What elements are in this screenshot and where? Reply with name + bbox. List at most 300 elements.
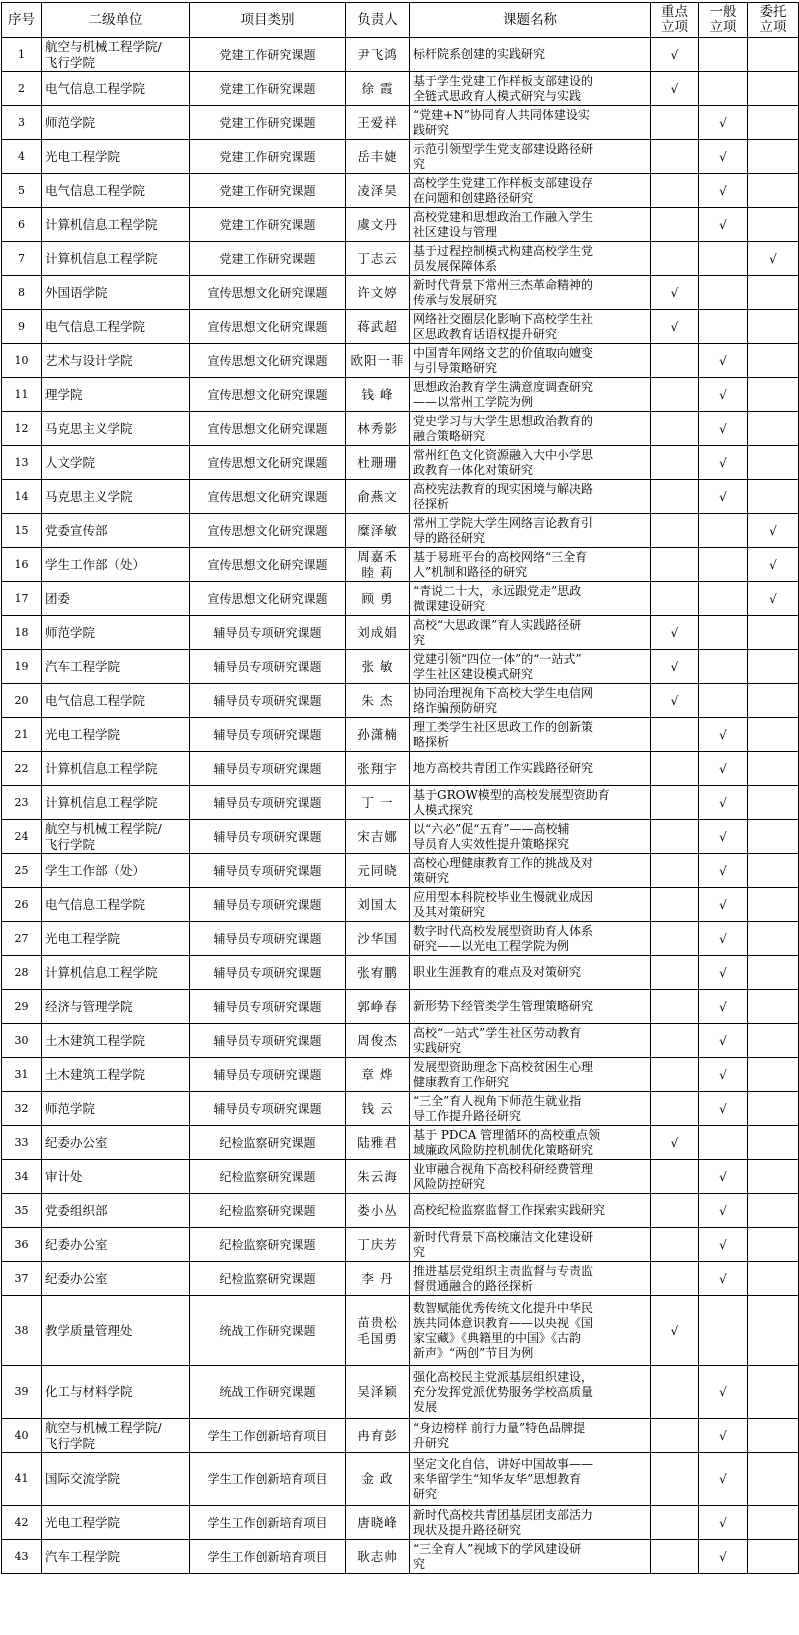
key-cell xyxy=(651,1228,699,1262)
title-cell: 示范引领型学生党支部建设路径研 究 xyxy=(410,140,651,174)
type-cell: 纪检监察研究课题 xyxy=(190,1262,346,1296)
entrusted-cell xyxy=(748,820,799,854)
type-cell: 党建工作研究课题 xyxy=(190,72,346,106)
key-cell xyxy=(651,1540,699,1574)
entrusted-cell xyxy=(748,1228,799,1262)
unit-cell: 党委组织部 xyxy=(42,1194,190,1228)
table-row xyxy=(2,1366,799,1419)
general-cell xyxy=(699,1058,748,1092)
row-number: 29 xyxy=(2,990,42,1024)
person-cell: 苗贵松 毛国勇 xyxy=(346,1296,410,1366)
person-cell: 钱 云 xyxy=(346,1092,410,1126)
entrusted-cell xyxy=(748,956,799,990)
row-number: 3 xyxy=(2,106,42,140)
general-cell xyxy=(699,650,748,684)
row-number: 13 xyxy=(2,446,42,480)
general-cell xyxy=(699,1126,748,1160)
key-cell xyxy=(651,1058,699,1092)
unit-cell: 汽车工程学院 xyxy=(42,1540,190,1574)
person-cell: 丁 一 xyxy=(346,786,410,820)
entrusted-cell xyxy=(748,1296,799,1366)
person-cell: 糜泽敏 xyxy=(346,514,410,548)
check-mark-icon: √ xyxy=(719,863,727,878)
table-container xyxy=(1,2,798,1574)
entrusted-cell xyxy=(748,888,799,922)
entrusted-cell xyxy=(748,786,799,820)
key-cell xyxy=(651,344,699,378)
entrusted-cell xyxy=(748,1366,799,1419)
entrusted-cell xyxy=(748,922,799,956)
entrusted-cell xyxy=(748,1160,799,1194)
unit-cell: 电气信息工程学院 xyxy=(42,310,190,344)
entrusted-cell xyxy=(748,1262,799,1296)
key-cell xyxy=(651,718,699,752)
row-number: 43 xyxy=(2,1540,42,1574)
unit-cell: 马克思主义学院 xyxy=(42,480,190,514)
title-cell: 高校党建和思想政治工作融入学生 社区建设与管理 xyxy=(410,208,651,242)
general-cell xyxy=(699,956,748,990)
type-cell: 辅导员专项研究课题 xyxy=(190,854,346,888)
row-number: 30 xyxy=(2,1024,42,1058)
unit-cell: 电气信息工程学院 xyxy=(42,888,190,922)
unit-cell: 计算机信息工程学院 xyxy=(42,242,190,276)
table-row xyxy=(2,344,799,378)
key-cell xyxy=(651,174,699,208)
title-cell: 高校宪法教育的现实困境与解决路 径探析 xyxy=(410,480,651,514)
person-cell: 陆雅君 xyxy=(346,1126,410,1160)
general-cell xyxy=(699,514,748,548)
entrusted-cell xyxy=(748,752,799,786)
row-number: 7 xyxy=(2,242,42,276)
unit-cell: 计算机信息工程学院 xyxy=(42,956,190,990)
table-row xyxy=(2,582,799,616)
title-cell: 数字时代高校发展型资助育人体系 研究——以光电工程学院为例 xyxy=(410,922,651,956)
unit-cell: 航空与机械工程学院/ 飞行学院 xyxy=(42,38,190,72)
person-cell: 张 敏 xyxy=(346,650,410,684)
type-cell: 纪检监察研究课题 xyxy=(190,1126,346,1160)
title-cell: 应用型本科院校毕业生慢就业成因 及其对策研究 xyxy=(410,888,651,922)
project-table xyxy=(1,2,799,1574)
check-mark-icon: √ xyxy=(719,1549,727,1564)
type-cell: 统战工作研究课题 xyxy=(190,1366,346,1419)
type-cell: 纪检监察研究课题 xyxy=(190,1228,346,1262)
row-number: 23 xyxy=(2,786,42,820)
type-cell: 宣传思想文化研究课题 xyxy=(190,344,346,378)
title-cell: 高校“大思政课”育人实践路径研 究 xyxy=(410,616,651,650)
title-cell: 基于过程控制模式构建高校学生党 员发展保障体系 xyxy=(410,242,651,276)
table-row xyxy=(2,378,799,412)
general-cell xyxy=(699,480,748,514)
key-cell xyxy=(651,1506,699,1540)
unit-cell: 经济与管理学院 xyxy=(42,990,190,1024)
key-cell xyxy=(651,38,699,72)
type-cell: 学生工作创新培育项目 xyxy=(190,1419,346,1453)
entrusted-cell xyxy=(748,1506,799,1540)
table-row xyxy=(2,1419,799,1453)
unit-cell: 艺术与设计学院 xyxy=(42,344,190,378)
row-number: 26 xyxy=(2,888,42,922)
check-mark-icon: √ xyxy=(719,897,727,912)
general-cell xyxy=(699,1092,748,1126)
check-mark-icon: √ xyxy=(719,1428,727,1443)
check-mark-icon: √ xyxy=(670,319,679,334)
type-cell: 宣传思想文化研究课题 xyxy=(190,310,346,344)
general-cell xyxy=(699,412,748,446)
general-cell xyxy=(699,888,748,922)
table-row xyxy=(2,72,799,106)
key-cell xyxy=(651,1160,699,1194)
title-cell: “党建+N”协同育人共同体建设实 践研究 xyxy=(410,106,651,140)
person-cell: 耿志帅 xyxy=(346,1540,410,1574)
row-number: 2 xyxy=(2,72,42,106)
row-number: 8 xyxy=(2,276,42,310)
key-cell xyxy=(651,684,699,718)
person-cell: 俞燕文 xyxy=(346,480,410,514)
key-cell xyxy=(651,650,699,684)
key-cell xyxy=(651,752,699,786)
type-cell: 宣传思想文化研究课题 xyxy=(190,548,346,582)
check-mark-icon: √ xyxy=(670,47,679,62)
header-entrusted: 委托 立项 xyxy=(748,3,799,38)
entrusted-cell xyxy=(748,718,799,752)
table-row xyxy=(2,888,799,922)
person-cell: 刘成娟 xyxy=(346,616,410,650)
table-row xyxy=(2,514,799,548)
entrusted-cell xyxy=(748,990,799,1024)
check-mark-icon: √ xyxy=(719,1472,727,1486)
unit-cell: 光电工程学院 xyxy=(42,140,190,174)
entrusted-cell xyxy=(748,140,799,174)
person-cell: 朱云海 xyxy=(346,1160,410,1194)
entrusted-cell xyxy=(748,310,799,344)
general-cell xyxy=(699,990,748,1024)
unit-cell: 汽车工程学院 xyxy=(42,650,190,684)
row-number: 17 xyxy=(2,582,42,616)
person-cell: 张宥鹏 xyxy=(346,956,410,990)
type-cell: 辅导员专项研究课题 xyxy=(190,1058,346,1092)
key-cell xyxy=(651,616,699,650)
check-mark-icon: √ xyxy=(719,761,727,776)
row-number: 35 xyxy=(2,1194,42,1228)
table-row xyxy=(2,548,799,582)
person-cell: 孙潇楠 xyxy=(346,718,410,752)
header-title: 课题名称 xyxy=(410,3,651,38)
check-mark-icon: √ xyxy=(719,1515,727,1530)
unit-cell: 师范学院 xyxy=(42,616,190,650)
title-cell: “身边榜样 前行力量”特色品牌提 升研究 xyxy=(410,1419,651,1453)
row-number: 34 xyxy=(2,1160,42,1194)
type-cell: 辅导员专项研究课题 xyxy=(190,786,346,820)
header-row xyxy=(2,3,799,38)
table-row xyxy=(2,106,799,140)
type-cell: 学生工作创新培育项目 xyxy=(190,1453,346,1506)
title-cell: 高校心理健康教育工作的挑战及对 策研究 xyxy=(410,854,651,888)
key-cell xyxy=(651,446,699,480)
check-mark-icon: √ xyxy=(769,523,777,538)
check-mark-icon: √ xyxy=(670,1323,679,1338)
general-cell xyxy=(699,1262,748,1296)
row-number: 39 xyxy=(2,1366,42,1419)
person-cell: 章 烨 xyxy=(346,1058,410,1092)
person-cell: 林秀影 xyxy=(346,412,410,446)
unit-cell: 计算机信息工程学院 xyxy=(42,752,190,786)
check-mark-icon: √ xyxy=(719,1169,727,1184)
general-cell xyxy=(699,446,748,480)
key-cell xyxy=(651,582,699,616)
general-cell xyxy=(699,344,748,378)
entrusted-cell xyxy=(748,1453,799,1506)
entrusted-cell xyxy=(748,38,799,72)
title-cell: 以“六必”促“五育”——高校辅 导员育人实效性提升策略探究 xyxy=(410,820,651,854)
row-number: 27 xyxy=(2,922,42,956)
check-mark-icon: √ xyxy=(719,217,727,232)
general-cell xyxy=(699,378,748,412)
person-cell: 蒋武超 xyxy=(346,310,410,344)
general-cell xyxy=(699,1024,748,1058)
table-row xyxy=(2,1228,799,1262)
entrusted-cell xyxy=(748,106,799,140)
unit-cell: 航空与机械工程学院/ 飞行学院 xyxy=(42,820,190,854)
entrusted-cell xyxy=(748,514,799,548)
key-cell xyxy=(651,242,699,276)
key-cell xyxy=(651,1092,699,1126)
unit-cell: 化工与材料学院 xyxy=(42,1366,190,1419)
row-number: 9 xyxy=(2,310,42,344)
entrusted-cell xyxy=(748,378,799,412)
title-cell: 坚定文化自信，讲好中国故事—— 来华留学生“知华友华”思想教育 研究 xyxy=(410,1453,651,1506)
row-number: 18 xyxy=(2,616,42,650)
general-cell xyxy=(699,582,748,616)
table-row xyxy=(2,446,799,480)
key-cell xyxy=(651,378,699,412)
row-number: 38 xyxy=(2,1296,42,1366)
entrusted-cell xyxy=(748,1092,799,1126)
check-mark-icon: √ xyxy=(719,489,727,504)
entrusted-cell xyxy=(748,1058,799,1092)
person-cell: 丁庆芳 xyxy=(346,1228,410,1262)
person-cell: 唐晓峰 xyxy=(346,1506,410,1540)
entrusted-cell xyxy=(748,1540,799,1574)
table-row xyxy=(2,242,799,276)
table-row xyxy=(2,1194,799,1228)
check-mark-icon: √ xyxy=(719,829,727,844)
key-cell xyxy=(651,820,699,854)
type-cell: 宣传思想文化研究课题 xyxy=(190,378,346,412)
check-mark-icon: √ xyxy=(719,795,727,810)
general-cell xyxy=(699,1228,748,1262)
table-row xyxy=(2,956,799,990)
table-row xyxy=(2,1058,799,1092)
title-cell: 发展型资助理念下高校贫困生心理 健康教育工作研究 xyxy=(410,1058,651,1092)
row-number: 14 xyxy=(2,480,42,514)
table-row xyxy=(2,854,799,888)
title-cell: 基于 PDCA 管理循环的高校重点领 域廉政风险防控机制优化策略研究 xyxy=(410,1126,651,1160)
title-cell: 新时代背景下常州三杰革命精神的 传承与发展研究 xyxy=(410,276,651,310)
person-cell: 周嘉禾 睦 莉 xyxy=(346,548,410,582)
title-cell: 常州工学院大学生网络言论教育引 导的路径研究 xyxy=(410,514,651,548)
person-cell: 凌泽昊 xyxy=(346,174,410,208)
check-mark-icon: √ xyxy=(670,625,679,640)
key-cell xyxy=(651,1296,699,1366)
table-row xyxy=(2,718,799,752)
row-number: 42 xyxy=(2,1506,42,1540)
type-cell: 辅导员专项研究课题 xyxy=(190,616,346,650)
header-unit: 二级单位 xyxy=(42,3,190,38)
person-cell: 郭峥春 xyxy=(346,990,410,1024)
unit-cell: 团委 xyxy=(42,582,190,616)
unit-cell: 审计处 xyxy=(42,1160,190,1194)
type-cell: 宣传思想文化研究课题 xyxy=(190,446,346,480)
check-mark-icon: √ xyxy=(719,1385,727,1399)
person-cell: 杜珊珊 xyxy=(346,446,410,480)
title-cell: 理工类学生社区思政工作的创新策 略探析 xyxy=(410,718,651,752)
type-cell: 宣传思想文化研究课题 xyxy=(190,582,346,616)
unit-cell: 电气信息工程学院 xyxy=(42,684,190,718)
title-cell: 基于易班平台的高校网络“三全育 人”机制和路径的研究 xyxy=(410,548,651,582)
unit-cell: 人文学院 xyxy=(42,446,190,480)
general-cell xyxy=(699,1296,748,1366)
key-cell xyxy=(651,106,699,140)
row-number: 15 xyxy=(2,514,42,548)
key-cell xyxy=(651,276,699,310)
table-row xyxy=(2,1506,799,1540)
entrusted-cell xyxy=(748,1024,799,1058)
entrusted-cell xyxy=(748,208,799,242)
row-number: 28 xyxy=(2,956,42,990)
table-row xyxy=(2,922,799,956)
check-mark-icon: √ xyxy=(670,285,679,300)
title-cell: 职业生涯教育的难点及对策研究 xyxy=(410,956,651,990)
type-cell: 统战工作研究课题 xyxy=(190,1296,346,1366)
row-number: 33 xyxy=(2,1126,42,1160)
table-row xyxy=(2,480,799,514)
table-row xyxy=(2,820,799,854)
unit-cell: 纪委办公室 xyxy=(42,1262,190,1296)
table-row xyxy=(2,1296,799,1366)
entrusted-cell xyxy=(748,548,799,582)
title-cell: 网络社交圈层化影响下高校学生社 区思政教育话语权提升研究 xyxy=(410,310,651,344)
person-cell: 丁志云 xyxy=(346,242,410,276)
table-row xyxy=(2,140,799,174)
row-number: 21 xyxy=(2,718,42,752)
general-cell xyxy=(699,140,748,174)
key-cell xyxy=(651,786,699,820)
unit-cell: 计算机信息工程学院 xyxy=(42,208,190,242)
table-row xyxy=(2,1453,799,1506)
unit-cell: 电气信息工程学院 xyxy=(42,174,190,208)
table-row xyxy=(2,174,799,208)
key-cell xyxy=(651,480,699,514)
table-row xyxy=(2,616,799,650)
general-cell xyxy=(699,1453,748,1506)
type-cell: 宣传思想文化研究课题 xyxy=(190,514,346,548)
check-mark-icon: √ xyxy=(719,115,727,130)
person-cell: 宋吉娜 xyxy=(346,820,410,854)
type-cell: 辅导员专项研究课题 xyxy=(190,684,346,718)
header-key: 重点 立项 xyxy=(651,3,699,38)
check-mark-icon: √ xyxy=(719,1033,727,1048)
general-cell xyxy=(699,922,748,956)
title-cell: 协同治理视角下高校大学生电信网 络诈骗预防研究 xyxy=(410,684,651,718)
check-mark-icon: √ xyxy=(719,1237,727,1252)
type-cell: 辅导员专项研究课题 xyxy=(190,718,346,752)
key-cell xyxy=(651,1419,699,1453)
general-cell xyxy=(699,548,748,582)
type-cell: 宣传思想文化研究课题 xyxy=(190,412,346,446)
general-cell xyxy=(699,854,748,888)
entrusted-cell xyxy=(748,684,799,718)
entrusted-cell xyxy=(748,582,799,616)
unit-cell: 理学院 xyxy=(42,378,190,412)
type-cell: 宣传思想文化研究课题 xyxy=(190,480,346,514)
unit-cell: 外国语学院 xyxy=(42,276,190,310)
person-cell: 冉育彭 xyxy=(346,1419,410,1453)
header-person: 负责人 xyxy=(346,3,410,38)
general-cell xyxy=(699,1194,748,1228)
check-mark-icon: √ xyxy=(769,251,777,266)
entrusted-cell xyxy=(748,174,799,208)
person-cell: 周俊杰 xyxy=(346,1024,410,1058)
person-cell: 李 丹 xyxy=(346,1262,410,1296)
key-cell xyxy=(651,922,699,956)
check-mark-icon: √ xyxy=(719,999,727,1014)
unit-cell: 纪委办公室 xyxy=(42,1126,190,1160)
type-cell: 党建工作研究课题 xyxy=(190,140,346,174)
key-cell xyxy=(651,412,699,446)
table-row xyxy=(2,276,799,310)
check-mark-icon: √ xyxy=(719,455,727,470)
title-cell: 数智赋能优秀传统文化提升中华民 族共同体意识教育——以央视《国 家宝藏》《典籍里的中国》《古韵 新声》“两创”节目为例 xyxy=(410,1296,651,1366)
check-mark-icon: √ xyxy=(670,81,679,96)
general-cell xyxy=(699,1540,748,1574)
row-number: 19 xyxy=(2,650,42,684)
general-cell xyxy=(699,684,748,718)
unit-cell: 土木建筑工程学院 xyxy=(42,1024,190,1058)
entrusted-cell xyxy=(748,412,799,446)
key-cell xyxy=(651,1262,699,1296)
type-cell: 纪检监察研究课题 xyxy=(190,1160,346,1194)
general-cell xyxy=(699,106,748,140)
key-cell xyxy=(651,1194,699,1228)
unit-cell: 党委宣传部 xyxy=(42,514,190,548)
entrusted-cell xyxy=(748,72,799,106)
title-cell: 常州红色文化资源融入大中小学思 政教育一体化对策研究 xyxy=(410,446,651,480)
unit-cell: 国际交流学院 xyxy=(42,1453,190,1506)
row-number: 36 xyxy=(2,1228,42,1262)
type-cell: 辅导员专项研究课题 xyxy=(190,820,346,854)
type-cell: 辅导员专项研究课题 xyxy=(190,922,346,956)
title-cell: 基于学生党建工作样板支部建设的 全链式思政育人模式研究与实践 xyxy=(410,72,651,106)
general-cell xyxy=(699,174,748,208)
entrusted-cell xyxy=(748,854,799,888)
unit-cell: 电气信息工程学院 xyxy=(42,72,190,106)
key-cell xyxy=(651,1126,699,1160)
row-number: 22 xyxy=(2,752,42,786)
table-row xyxy=(2,412,799,446)
key-cell xyxy=(651,72,699,106)
check-mark-icon: √ xyxy=(670,659,679,674)
table-row xyxy=(2,1262,799,1296)
check-mark-icon: √ xyxy=(719,931,727,946)
general-cell xyxy=(699,242,748,276)
row-number: 5 xyxy=(2,174,42,208)
type-cell: 党建工作研究课题 xyxy=(190,242,346,276)
person-cell: 朱 杰 xyxy=(346,684,410,718)
row-number: 25 xyxy=(2,854,42,888)
key-cell xyxy=(651,1453,699,1506)
row-number: 41 xyxy=(2,1453,42,1506)
unit-cell: 师范学院 xyxy=(42,1092,190,1126)
